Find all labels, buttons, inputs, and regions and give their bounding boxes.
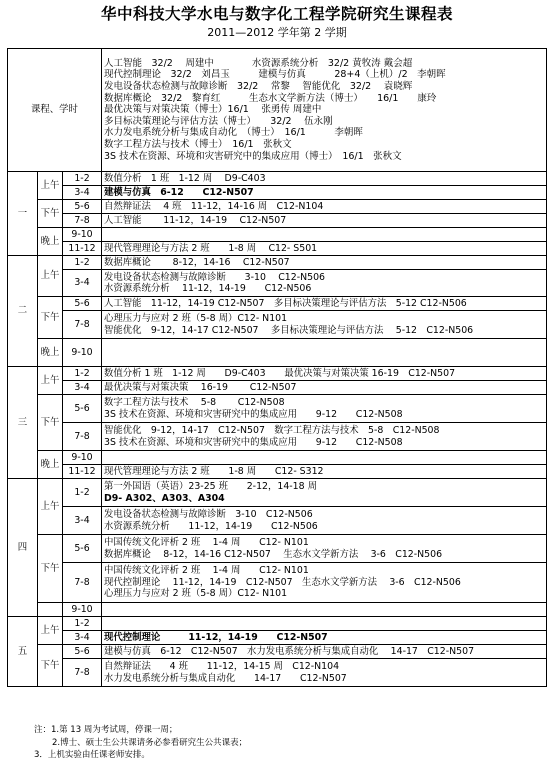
half-label: 晚上 bbox=[38, 228, 63, 256]
footnote: 注：1.第 13 周为考试周，停课一周； bbox=[34, 725, 178, 735]
period-label: 5-6 bbox=[63, 535, 102, 563]
class-cell bbox=[102, 451, 547, 465]
schedule-row bbox=[8, 200, 547, 214]
period-label: 5-6 bbox=[63, 297, 102, 311]
period-label: 1-2 bbox=[63, 256, 102, 270]
class-entry: 数值分析 1 班 1-12 周 D9-C403 bbox=[104, 172, 266, 184]
class-entry: 建模与仿真 6-12 C12-N507 水力发电系统分析与集成自动化 14-17 C12-N507 bbox=[104, 645, 475, 657]
schedule-row bbox=[8, 395, 547, 423]
schedule-row bbox=[8, 228, 547, 242]
schedule-row bbox=[8, 256, 547, 270]
period-label: 11-12 bbox=[63, 465, 102, 479]
course-item: 现代控制理论 32/2 刘昌玉 建模与仿真 28+4（上机）/2 李朝晖 bbox=[104, 69, 446, 81]
class-cell bbox=[102, 270, 547, 297]
half-label: 上午 bbox=[38, 172, 63, 200]
day-label: 一 bbox=[8, 172, 38, 256]
page-subtitle: 2011—2012 学年第 2 学期 bbox=[207, 26, 347, 39]
schedule-row bbox=[8, 535, 547, 563]
period-label: 3-4 bbox=[63, 507, 102, 535]
period-label: 7-8 bbox=[63, 659, 102, 687]
class-entry: 自然辩证法 4 班 11-12，14-16 周 C12-N104 bbox=[104, 200, 324, 212]
class-entry: 现代管理理论与方法 2 班 1-8 周 C12- S501 bbox=[104, 242, 318, 254]
period-label: 11-12 bbox=[63, 242, 102, 256]
class-entry: 3S 技术在资源、环境和灾害研究中的集成应用 9-12 C12-N508 bbox=[104, 408, 403, 420]
course-header-row bbox=[8, 49, 547, 172]
class-cell bbox=[102, 465, 547, 479]
period-label: 7-8 bbox=[63, 214, 102, 228]
class-cell bbox=[102, 339, 547, 367]
course-item: 数字工程方法与技术（博士） 16/1 张秋文 bbox=[104, 138, 292, 150]
class-entry: 中国传统文化评析 2 班 1-4 周 C12- N101 bbox=[104, 565, 309, 577]
half-label: 上午 bbox=[38, 367, 63, 395]
class-entry: 智能优化 9-12，14-17 C12-N507 多目标决策理论与评估方法 5-12 C12-N506 bbox=[104, 324, 474, 336]
period-label: 9-10 bbox=[63, 603, 102, 617]
schedule-row bbox=[8, 423, 547, 451]
class-entry: 水资源系统分析 11-12，14-19 C12-N506 bbox=[104, 520, 318, 532]
class-entry: 人工智能 11-12，14-19 C12-N507 bbox=[104, 214, 287, 226]
schedule-row bbox=[8, 270, 547, 297]
class-entry: 现代控制理论 11-12，14-19 C12-N507 生态水文学新方法 3-6 C12-N506 bbox=[104, 576, 461, 588]
schedule-row bbox=[8, 563, 547, 603]
class-cell bbox=[102, 563, 547, 603]
period-label: 9-10 bbox=[63, 339, 102, 367]
period-label: 7-8 bbox=[63, 311, 102, 339]
schedule-row bbox=[8, 311, 547, 339]
class-cell bbox=[102, 423, 547, 451]
half-label bbox=[38, 603, 63, 617]
class-cell bbox=[102, 535, 547, 563]
class-cell bbox=[102, 645, 547, 659]
half-label: 下午 bbox=[38, 395, 63, 451]
class-entry: 3S 技术在资源、环境和灾害研究中的集成应用 9-12 C12-N508 bbox=[104, 436, 403, 448]
half-label: 上午 bbox=[38, 617, 63, 645]
class-entry: 建模与仿真 6-12 C12-N507 bbox=[104, 186, 254, 198]
half-label: 晚上 bbox=[38, 451, 63, 479]
schedule-row bbox=[8, 214, 547, 228]
day-label: 二 bbox=[8, 256, 38, 367]
period-label: 9-10 bbox=[63, 451, 102, 465]
class-cell bbox=[102, 507, 547, 535]
schedule-row bbox=[8, 451, 547, 465]
class-cell bbox=[102, 186, 547, 200]
class-entry: 人工智能 11-12，14-19 C12-N507 多目标决策理论与评估方法 5-12 C12-N506 bbox=[104, 297, 467, 309]
class-cell bbox=[102, 617, 547, 631]
schedule-row bbox=[8, 603, 547, 617]
class-entry: 自然辩证法 4 班 11-12，14-15 周 C12-N104 bbox=[104, 661, 340, 672]
class-cell bbox=[102, 479, 547, 507]
schedule-row bbox=[8, 339, 547, 367]
course-list bbox=[102, 49, 547, 172]
class-cell bbox=[102, 256, 547, 270]
half-label: 上午 bbox=[38, 479, 63, 535]
half-label: 下午 bbox=[38, 200, 63, 228]
schedule-table bbox=[7, 48, 547, 687]
class-cell bbox=[102, 395, 547, 423]
class-entry: 数据库概论 8-12，14-16 C12-N507 生态水文学新方法 3-6 C12-N506 bbox=[104, 548, 443, 560]
class-cell bbox=[102, 311, 547, 339]
class-cell bbox=[102, 242, 547, 256]
schedule-row bbox=[8, 381, 547, 395]
schedule-row bbox=[8, 297, 547, 311]
period-label: 3-4 bbox=[63, 381, 102, 395]
class-cell bbox=[102, 381, 547, 395]
footnotes bbox=[34, 724, 247, 762]
class-entry: D9- A302、A303、A304 bbox=[104, 492, 225, 504]
period-label: 7-8 bbox=[63, 563, 102, 603]
course-item: 3S 技术在资源、环境和灾害研究中的集成应用（博士） 16/1 张秋文 bbox=[104, 150, 402, 162]
period-label: 5-6 bbox=[63, 200, 102, 214]
class-entry: 数据库概论 8-12，14-16 C12-N507 bbox=[104, 256, 290, 268]
course-item: 多目标决策理论与评估方法（博士） 32/2 伍永刚 bbox=[104, 115, 333, 127]
course-item: 数据库概论 32/2 黎育红 生态水文学新方法（博士） 16/1 康玲 bbox=[104, 92, 437, 104]
period-label: 1-2 bbox=[63, 479, 102, 507]
class-entry: 发电设备状态检测与故障诊断 3-10 C12-N506 bbox=[104, 509, 313, 520]
schedule-row bbox=[8, 242, 547, 256]
course-item: 水力发电系统分析与集成自动化 （博士） 16/1 李朝晖 bbox=[104, 127, 363, 139]
class-entry: 发电设备状态检测与故障诊断 3-10 C12-N506 bbox=[104, 271, 326, 283]
day-label: 四 bbox=[8, 479, 38, 617]
class-cell bbox=[102, 214, 547, 228]
schedule-row bbox=[8, 659, 547, 687]
class-entry: 心理压力与应对 2 班（5-8 周）C12- N101 bbox=[104, 313, 288, 324]
class-cell bbox=[102, 172, 547, 186]
course-item: 人工智能 32/2 周建中 水资源系统分析 32/2 黄牧涛 戴会超 bbox=[104, 57, 413, 69]
class-cell bbox=[102, 228, 547, 242]
period-label: 9-10 bbox=[63, 228, 102, 242]
footnote: 2.博士、硕士生公共课请务必参看研究生公共课表； bbox=[52, 737, 248, 748]
class-cell bbox=[102, 367, 547, 381]
class-entry: 最优决策与对策决策 16-19 C12-N507 bbox=[104, 381, 297, 393]
class-cell bbox=[102, 297, 547, 311]
period-label: 7-8 bbox=[63, 423, 102, 451]
class-entry: 中国传统文化评析 2 班 1-4 周 C12- N101 bbox=[104, 537, 309, 548]
period-label: 5-6 bbox=[63, 395, 102, 423]
class-entry: 现代控制理论 11-12，14-19 C12-N507 bbox=[104, 631, 328, 643]
schedule-row bbox=[8, 507, 547, 535]
schedule-row bbox=[8, 172, 547, 186]
half-label: 晚上 bbox=[38, 339, 63, 367]
schedule-row bbox=[8, 631, 547, 645]
period-label: 1-2 bbox=[63, 367, 102, 381]
schedule-row bbox=[8, 186, 547, 200]
class-entry: 现代管理理论与方法 2 班 1-8 周 C12- S312 bbox=[104, 465, 324, 477]
page-title: 华中科技大学水电与数字化工程学院研究生课程表 bbox=[100, 5, 453, 23]
course-item: 发电设备状态检测与故障诊断 32/2 常黎 智能优化 32/2 袁晓辉 bbox=[104, 81, 413, 93]
class-entry: 心理压力与应对 2 班（5-8 周）C12- N101 bbox=[104, 588, 288, 600]
half-label: 下午 bbox=[38, 535, 63, 603]
schedule-row bbox=[8, 617, 547, 631]
class-cell bbox=[102, 659, 547, 687]
period-label: 5-6 bbox=[63, 645, 102, 659]
period-label: 3-4 bbox=[63, 631, 102, 645]
class-entry: 智能优化 9-12，14-17 C12-N507 数字工程方法与技术 5-8 C12-N508 bbox=[104, 425, 440, 436]
class-cell bbox=[102, 631, 547, 645]
schedule-row bbox=[8, 367, 547, 381]
class-entry: 水力发电系统分析与集成自动化 14-17 C12-N507 bbox=[104, 672, 347, 684]
period-label: 3-4 bbox=[63, 186, 102, 200]
class-entry: 数字工程方法与技术 5-8 C12-N508 bbox=[104, 397, 285, 408]
period-label: 3-4 bbox=[63, 270, 102, 297]
header-label: 课程、学时 bbox=[8, 49, 102, 172]
class-entry: 水资源系统分析 11-12，14-19 C12-N506 bbox=[104, 283, 312, 294]
schedule-row bbox=[8, 479, 547, 507]
day-label: 五 bbox=[8, 617, 38, 687]
course-item: 最优决策与对策决策（博士）16/1 张勇传 周建中 bbox=[104, 104, 322, 116]
half-label: 下午 bbox=[38, 645, 63, 687]
class-cell bbox=[102, 200, 547, 214]
footnote: 3．上机实验由任课老师安排。 bbox=[34, 750, 150, 760]
half-label: 上午 bbox=[38, 256, 63, 297]
class-entry: 第一外国语（英语）23-25 班 2-12，14-18 周 bbox=[104, 481, 317, 492]
period-label: 1-2 bbox=[63, 617, 102, 631]
class-cell bbox=[102, 603, 547, 617]
schedule-row bbox=[8, 645, 547, 659]
half-label: 下午 bbox=[38, 297, 63, 339]
period-label: 1-2 bbox=[63, 172, 102, 186]
schedule-row bbox=[8, 465, 547, 479]
day-label: 三 bbox=[8, 367, 38, 479]
class-entry: 数值分析 1 班 1-12 周 D9-C403 最优决策与对策决策 16-19 C12-N507 bbox=[104, 367, 456, 379]
